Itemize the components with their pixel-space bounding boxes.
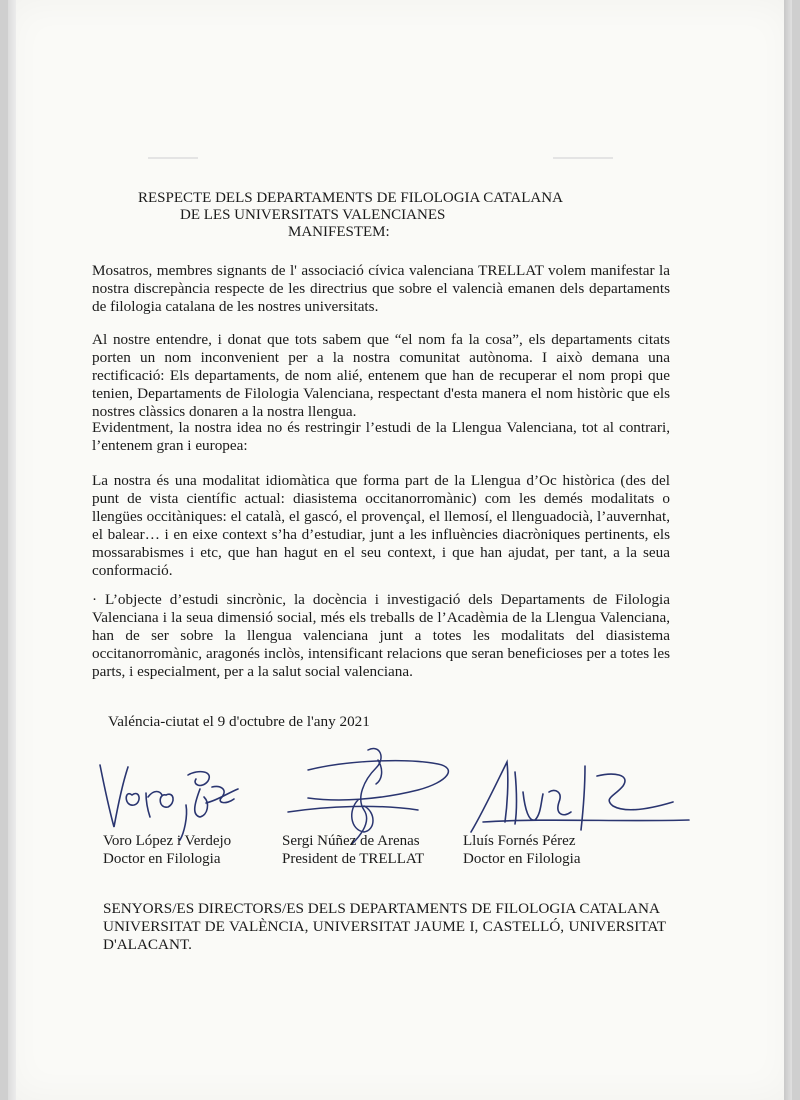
signatory-2 [282,832,424,868]
title-line-3: MANIFESTEM: [288,224,390,240]
scan-artifact [553,157,613,159]
scan-edge-left [8,0,16,1100]
paragraph-modality: La nostra és una modalitat idiomàtica que forma part de la Llengua d’Oc històrica (des del punt de vista científic actual: diasistema occitanorromànic) com les demés modalitats o llengües occitàniques: el català, el gascó, el provençal, el llemosí, el llenguadocià, l’auvernhat, el balear… i en eixe context s’ha d’estudiar, junt a les influències diacròniques pertinents, els mossarabismes i etc, que han hagut en el seu context, i que han ajudat, per tant, a la seua conformació. [92,472,670,579]
signatory-name: Lluís Fornés Pérez [463,833,576,849]
scan-edge-right [784,0,792,1100]
recipient-line-1: SENYORS/ES DIRECTORS/ES DELS DEPARTAMENTS DE FILOLOGIA CATALANA [103,900,660,917]
date-line: Valéncia-ciutat el 9 d'octubre de l'any 2021 [108,713,370,730]
paragraph-evidently: Evidentment, la nostra idea no és restringir l’estudi de la Llengua Valenciana, tot al contrari, l’entenem gran i europea: [92,419,670,454]
signatory-1 [103,832,231,868]
paragraph-name-rectification: Al nostre entendre, i donat que tots sabem que “el nom fa la cosa”, els departaments citats porten un nom inconvenient per a la nostra comunitat autònoma. I això demana una rectificació: Els departaments, de nom alié, entenem que han de recuperar el nom propi que tenien, Departaments de Filologia Valenciana, respectant d'esta manera el nom històric que els nostres clàssics donaren a la nostra llengua. [92,331,670,420]
recipient-block [103,900,666,954]
recipient-line-2: UNIVERSITAT DE VALÈNCIA, UNIVERSITAT JAUME I, CASTELLÓ, UNIVERSITAT D'ALACANT. [103,918,666,953]
scan-artifact [148,157,198,159]
signature-voro [88,745,248,845]
signatory-name: Voro López i Verdejo [103,833,232,849]
paragraph-object-of-study: · L’objecte d’estudi sincrònic, la docència i investigació dels Departaments de Filologia Valenciana i la seua dimensió social, més els treballs de l’Acadèmia de la Llengua Valenciana, han de ser sobre la llengua valenciana junt a totes les modalitats del diasistema occitanorromànic, aragonés inclòs, intensificant relacions que seran beneficioses per a totes les parts, i especialment, per a la salut social valenciana. [92,591,670,680]
signatory-role: President de TRELLAT [282,851,425,867]
title-line-2: DE LES UNIVERSITATS VALENCIANES [180,207,446,223]
signatory-role: Doctor en Filologia [103,851,221,867]
document-page [8,0,792,1100]
signatory-role: Doctor en Filologia [463,851,581,867]
signatory-name: Sergi Núñez de Arenas [282,833,420,849]
signatory-3 [463,832,580,868]
paragraph-intro: Mosatros, membres signants de l' associació cívica valenciana TRELLAT volem manifestar la nostra discrepància respecte de les directrius que sobre el valencià emanen dels departaments de filologia catalana de les nostres universitats. [92,262,670,315]
title-line-1: RESPECTE DELS DEPARTAMENTS DE FILOLOGIA CATALANA [138,190,563,206]
